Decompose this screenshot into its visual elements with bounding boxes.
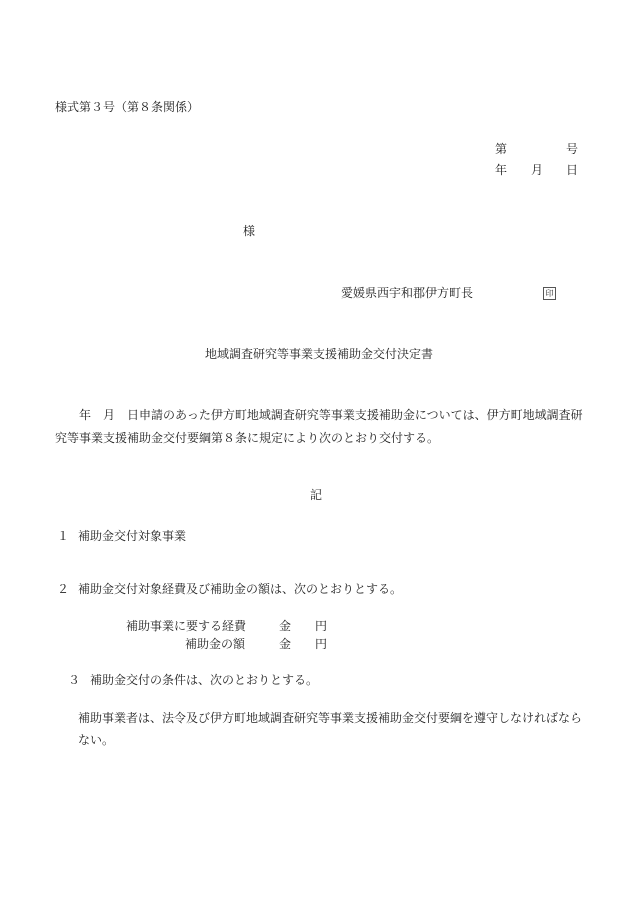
date-month: 月 — [531, 163, 544, 177]
doc-number-suffix: 号 — [566, 142, 579, 156]
cost-yen-1: 円 — [315, 619, 328, 633]
cost-yen-2: 円 — [315, 637, 328, 651]
cost-kin-1: 金 — [279, 619, 292, 633]
seal-mark: 印 — [543, 287, 556, 300]
addressee-suffix: 様 — [243, 224, 256, 238]
item3-number: ３ — [68, 673, 81, 687]
cost-label-2: 補助金の額 — [185, 637, 246, 651]
date-day: 日 — [566, 163, 579, 177]
item2-number: ２ — [57, 582, 70, 596]
body-text: 年 月 日申請のあった伊方町地域調査研究等事業支援補助金については、伊方町地域調査研究等事業支援補助金交付要綱第８条に規定により次のとおり交付する。 — [55, 408, 583, 445]
item2-label: 補助金交付対象経費及び補助金の額は、次のとおりとする。 — [78, 582, 403, 596]
cost-kin-2: 金 — [279, 637, 292, 651]
item3-label: 補助金交付の条件は、次のとおりとする。 — [90, 673, 319, 687]
item1-label: 補助金交付対象事業 — [78, 529, 187, 543]
issuer: 愛媛県西宇和郡伊方町長 — [341, 286, 474, 300]
ki-heading: 記 — [310, 488, 323, 502]
date-year: 年 — [495, 163, 508, 177]
form-label: 様式第３号（第８条関係） — [55, 100, 200, 114]
document-title: 地域調査研究等事業支援補助金交付決定書 — [205, 347, 434, 361]
doc-number-prefix: 第 — [495, 142, 508, 156]
condition-text: 補助事業者は、法令及び伊方町地域調査研究等事業支援補助金交付要綱を遵守しなければならない。 — [78, 711, 583, 747]
body-paragraph — [55, 404, 585, 450]
item1-number: １ — [57, 529, 70, 543]
cost-label-1: 補助事業に要する経費 — [126, 619, 247, 633]
